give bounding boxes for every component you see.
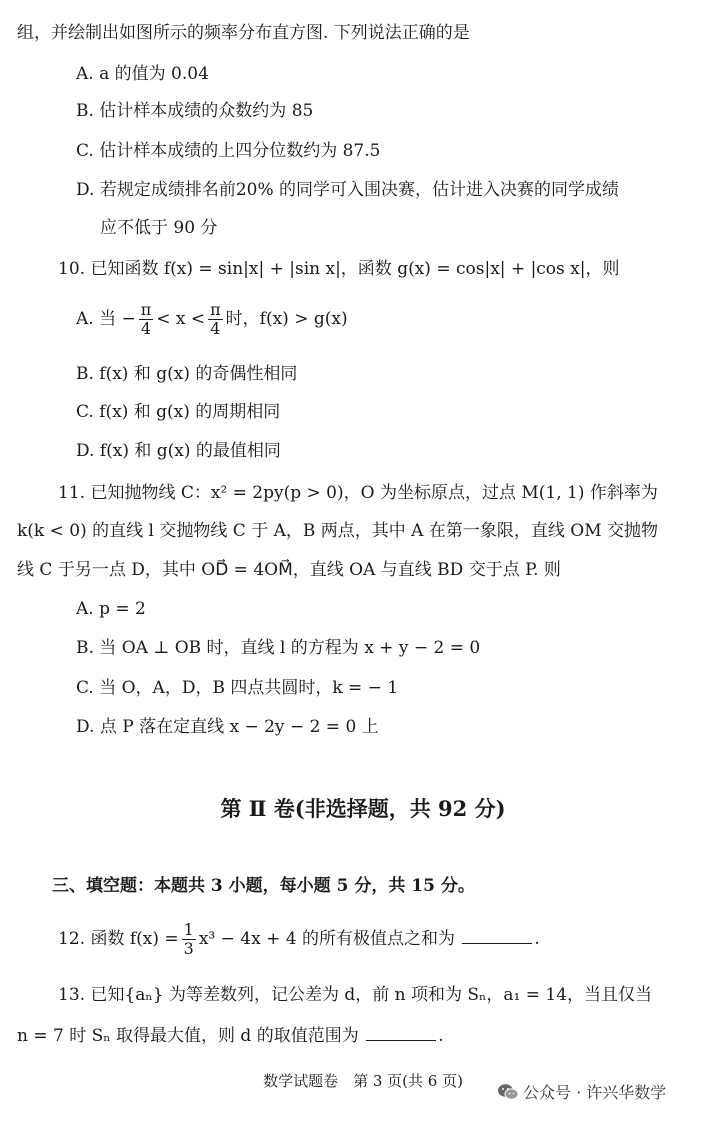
watermark — [497, 1080, 666, 1103]
q11-option-d: D. 点 P 落在定直线 x − 2y − 2 = 0 上 — [76, 717, 379, 737]
q11-option-b: B. 当 OA ⊥ OB 时，直线 l 的方程为 x + y − 2 = 0 — [76, 638, 481, 658]
q12-suffix: x³ − 4x + 4 的所有极值点之和为 — [198, 929, 455, 949]
fraction-numerator: π — [140, 300, 152, 319]
fraction — [208, 301, 223, 338]
q10-option-c: C. f(x) 和 g(x) 的周期相同 — [76, 402, 281, 422]
fraction-denominator: 4 — [140, 319, 152, 338]
answer-blank[interactable] — [366, 1024, 436, 1041]
q10-stem: 10. 已知函数 f(x) = sin|x| + |sin x|，函数 g(x) = cos|x| + |cos x|，则 — [58, 259, 620, 279]
q10-option-a-mid: < x < — [156, 309, 206, 329]
q9-stem-tail: 组，并绘制出如图所示的频率分布直方图. 下列说法正确的是 — [17, 23, 470, 43]
page-footer: 数学试题卷 第 3 页(共 6 页) — [263, 1072, 463, 1090]
q13-line-2-wrap — [17, 1024, 444, 1047]
q10-option-a — [76, 300, 348, 338]
q10-option-a-suffix: 时，f(x) > g(x) — [225, 309, 348, 329]
q10-option-d: D. f(x) 和 g(x) 的最值相同 — [76, 441, 281, 461]
fraction-numerator: 1 — [183, 920, 194, 939]
q11-option-a: A. p = 2 — [76, 599, 146, 619]
q12-end: . — [534, 929, 540, 949]
q9-option-d: D. 若规定成绩排名前20% 的同学可入围决赛，估计进入决赛的同学成绩 — [76, 180, 620, 200]
q11-option-c: C. 当 O，A，D，B 四点共圆时，k = − 1 — [76, 678, 399, 698]
q9-option-d-cont: 应不低于 90 分 — [100, 218, 218, 238]
fraction-denominator: 4 — [210, 319, 221, 338]
section-title: 第 Ⅱ 卷(非选择题，共 92 分) — [220, 796, 506, 821]
q10-option-a-prefix: A. 当 − — [76, 309, 136, 329]
q11-stem-line-2: k(k < 0) 的直线 l 交抛物线 C 于 A，B 两点，其中 A 在第一象限，直线 OM 交抛物 — [17, 521, 659, 541]
q9-option-b: B. 估计样本成绩的众数约为 85 — [76, 101, 314, 121]
q12 — [58, 920, 540, 958]
q9-option-a: A. a 的值为 0.04 — [76, 64, 209, 84]
q12-prefix: 12. 函数 f(x) = — [58, 929, 179, 949]
q9-option-c: C. 估计样本成绩的上四分位数约为 87.5 — [76, 141, 381, 161]
fraction-numerator: π — [210, 300, 221, 319]
watermark-text: 公众号 · 许兴华数学 — [523, 1083, 667, 1102]
q11-stem-line-3: 线 C 于另一点 D，其中 OD⃗ = 4OM⃗，直线 OA 与直线 BD 交于点 P. 则 — [17, 560, 561, 580]
answer-blank[interactable] — [462, 927, 532, 944]
fraction — [139, 301, 154, 338]
q10-option-b: B. f(x) 和 g(x) 的奇偶性相同 — [76, 364, 298, 384]
fraction-denominator: 3 — [183, 939, 194, 958]
part3-heading: 三、填空题：本题共 3 小题，每小题 5 分，共 15 分。 — [52, 876, 475, 896]
q13-line-1: 13. 已知{aₙ} 为等差数列，记公差为 d，前 n 项和为 Sₙ，a₁ = 14，当且仅当 — [58, 985, 653, 1005]
q13-end: . — [438, 1026, 444, 1046]
q11-stem-line-1: 11. 已知抛物线 C：x² = 2py(p > 0)，O 为坐标原点，过点 M(1, 1) 作斜率为 — [58, 483, 658, 503]
fraction — [182, 921, 196, 958]
q13-line-2: n = 7 时 Sₙ 取得最大值，则 d 的取值范围为 — [17, 1026, 359, 1046]
wechat-icon — [497, 1083, 519, 1101]
